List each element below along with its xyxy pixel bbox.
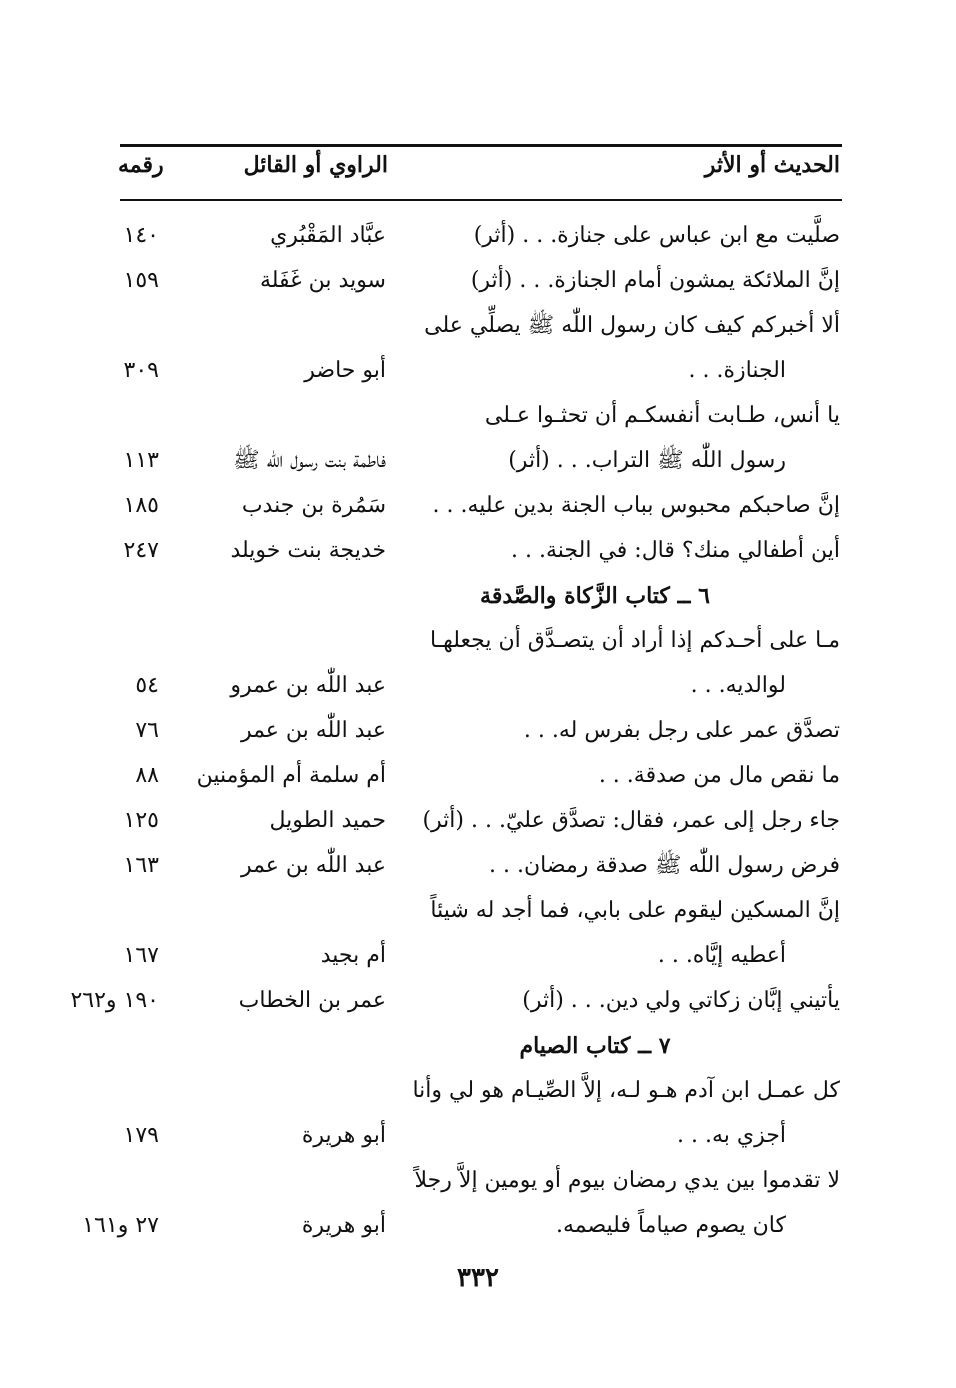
table-row	[0, 1204, 956, 1248]
hadith-number: ١٢٥	[123, 808, 159, 833]
hadith-number: ٥٤	[135, 673, 159, 698]
table-row	[0, 1114, 956, 1158]
hadith-text: مـا على أحـدكم إذا أراد أن يتصـدَّق أن يجعلهـا	[429, 628, 840, 653]
header-hadith: الحديث أو الأثر	[704, 152, 840, 178]
table-row	[0, 214, 956, 258]
table-row	[0, 619, 956, 663]
hadith-text-continuation: الجنازة. . .	[688, 358, 786, 383]
section-heading-row	[0, 1024, 956, 1068]
table-row	[0, 304, 956, 348]
hadith-number: ١٨٥	[123, 493, 159, 518]
hadith-text: إنَّ صاحبكم محبوس بباب الجنة بدين عليه. . .	[432, 493, 840, 518]
table-row	[0, 394, 956, 438]
hadith-text: كل عمـل ابن آدم هـو لـه، إلاَّ الصِّيـام هو لي وأنا	[412, 1078, 840, 1103]
section-heading: ٦ ــ كتاب الزَّكاة والصَّدقة	[480, 583, 710, 609]
section-heading: ٧ ــ كتاب الصيام	[519, 1033, 671, 1059]
hadith-number: ٣٠٩	[123, 358, 159, 383]
table-row	[0, 439, 956, 483]
header-narrator: الراوي أو القائل	[243, 152, 388, 178]
table-row	[0, 484, 956, 528]
table-row	[0, 259, 956, 303]
hadith-text: فرض رسول اللّٰه ﷺ صدقة رمضان. . .	[489, 853, 840, 878]
hadith-text: تصدَّق عمر على رجل بفرس له. . .	[523, 718, 840, 743]
hadith-text: صلَّيت مع ابن عباس على جنازة. . . (أثر)	[473, 223, 840, 248]
hadith-number: ٨٨	[135, 763, 159, 788]
table-row	[0, 529, 956, 573]
hadith-text-continuation: أعطيه إيَّاه. . .	[657, 943, 786, 968]
header-number: رقمه	[118, 152, 164, 178]
hadith-text: إنَّ المسكين ليقوم على بابي، فما أجد له شيئاً	[430, 898, 840, 923]
header-rule	[120, 199, 842, 201]
narrator: أم سلمة أم المؤمنين	[196, 763, 386, 788]
hadith-number: ٢٧ و١٦١	[82, 1213, 159, 1238]
hadith-text-continuation: لوالديه. . .	[690, 673, 786, 698]
hadith-number: ١٩٠ و٢٦٢	[70, 988, 159, 1013]
page-number: ٣٣٢	[457, 1263, 499, 1293]
hadith-text: أين أطفالي منك؟ قال: في الجنة. . .	[511, 538, 840, 563]
table-row	[0, 979, 956, 1023]
narrator: خديجة بنت خويلد	[230, 538, 386, 563]
table-row	[0, 349, 956, 393]
hadith-text: ألا أخبركم كيف كان رسول اللّٰه ﷺ يصلِّي على	[424, 313, 840, 338]
hadith-text-continuation: رسول اللّٰه ﷺ التراب. . . (أثر)	[508, 448, 786, 473]
section-heading-row	[0, 574, 956, 618]
hadith-number: ١٦٣	[123, 853, 159, 878]
hadith-text: يأتيني إبَّان زكاتي ولي دين. . . (أثر)	[522, 988, 840, 1013]
hadith-number: ١٧٩	[123, 1123, 159, 1148]
hadith-text-continuation: كان يصوم صياماً فليصمه.	[555, 1213, 786, 1238]
narrator: أبو حاضر	[304, 358, 386, 383]
narrator: عبَّاد المَقْبُري	[270, 223, 386, 248]
hadith-number: ٢٤٧	[123, 538, 159, 563]
hadith-text: ما نقص مال من صدقة. . .	[598, 763, 840, 788]
hadith-number: ٧٦	[135, 718, 159, 743]
narrator: أم بجيد	[320, 943, 386, 968]
narrator: عبد اللّٰه بن عمر	[240, 718, 386, 743]
table-row	[0, 934, 956, 978]
hadith-number: ١٦٧	[123, 943, 159, 968]
narrator: عمر بن الخطاب	[238, 988, 386, 1013]
hadith-text: جاء رجل إلى عمر، فقال: تصدَّق عليّ. . . (أثر)	[422, 808, 840, 833]
hadith-text: لا تقدموا بين يدي رمضان بيوم أو يومين إلاَّ رجلاً	[414, 1168, 840, 1193]
table-row	[0, 889, 956, 933]
narrator: عبد اللّٰه بن عمرو	[230, 673, 386, 698]
narrator: حميد الطويل	[269, 808, 386, 833]
table-row	[0, 799, 956, 843]
hadith-number: ١٥٩	[123, 268, 159, 293]
top-rule	[120, 144, 842, 147]
hadith-number: ١١٣	[123, 448, 159, 473]
hadith-text: يا أنس، طـابت أنفسكـم أن تحثـوا عـلى	[484, 403, 840, 428]
narrator: سويد بن غَفَلة	[259, 268, 386, 293]
hadith-text: إنَّ الملائكة يمشون أمام الجنازة. . . (أثر)	[470, 268, 840, 293]
narrator: عبد اللّٰه بن عمر	[240, 853, 386, 878]
narrator: أبو هريرة	[301, 1213, 386, 1238]
hadith-number: ١٤٠	[123, 223, 159, 248]
narrator: أبو هريرة	[301, 1123, 386, 1148]
table-row	[0, 844, 956, 888]
narrator: فاطمة بنت رسول اللّٰه ﷺ	[233, 448, 386, 473]
table-row	[0, 754, 956, 798]
table-row	[0, 664, 956, 708]
table-row	[0, 709, 956, 753]
hadith-text-continuation: أجزي به. . .	[677, 1123, 786, 1148]
table-row	[0, 1159, 956, 1203]
table-row	[0, 1069, 956, 1113]
narrator: سَمُرة بن جندب	[241, 493, 386, 518]
